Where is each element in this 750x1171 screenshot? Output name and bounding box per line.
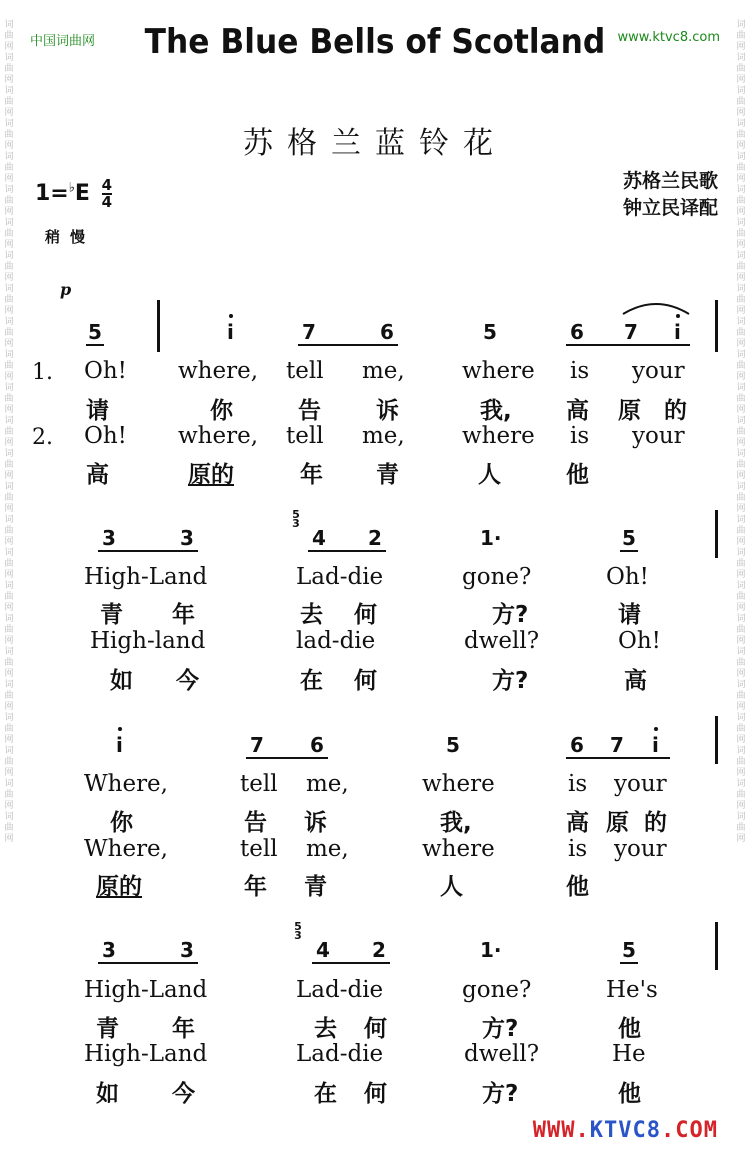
lyric-word: 年	[172, 602, 195, 628]
lyric-word: 请	[618, 602, 641, 628]
lyric-word: where	[422, 771, 495, 797]
site-url-link[interactable]: www.ktvc8.com	[617, 30, 720, 45]
note: 7	[610, 733, 624, 757]
note: 1·	[480, 938, 502, 962]
lyric-word: dwell?	[464, 1041, 540, 1067]
lyric-word: He's	[606, 977, 658, 1003]
lyric-word: 他	[618, 1016, 641, 1042]
lyric-word: dwell?	[464, 628, 540, 654]
lyric-word: 在	[300, 668, 323, 694]
lyric-word: 他	[566, 874, 589, 900]
lyric-word: 你	[110, 810, 133, 836]
note: 5	[483, 320, 497, 344]
lyric-word: 方?	[492, 668, 529, 694]
barline	[715, 716, 718, 764]
lyric-word: High-land	[90, 628, 206, 654]
lyric-word: 高	[566, 810, 589, 836]
note: 4	[316, 938, 330, 962]
lyric-word: Oh!	[84, 358, 127, 384]
watermark-part: KTVC8	[589, 1118, 662, 1143]
verse-number: 2.	[32, 425, 53, 450]
lyric-word: tell	[286, 423, 324, 449]
site-name-link[interactable]: 中国词曲网	[30, 34, 96, 49]
lyric-word: 诉	[304, 810, 327, 836]
song-title-chinese: 苏格兰蓝铃花	[243, 126, 507, 161]
grace-notes: 5 3	[292, 508, 300, 530]
lyric-word: 人	[478, 462, 501, 488]
lyric-word: your	[614, 836, 667, 862]
note: 5	[622, 938, 636, 962]
lyric-word: 今	[172, 1081, 195, 1107]
lyric-word: Where,	[84, 771, 168, 797]
lyric-word: 我,	[440, 810, 472, 836]
lyric-word: Lad-die	[296, 564, 384, 590]
lyric-word: 如	[96, 1081, 119, 1107]
lyric-word: 今	[176, 668, 199, 694]
lyric-word: 的	[664, 398, 687, 424]
note: 2	[372, 938, 386, 962]
lyric-word: Oh!	[606, 564, 649, 590]
high-dot	[118, 727, 122, 731]
underline	[246, 757, 328, 759]
time-top: 4	[101, 176, 113, 194]
underline	[98, 550, 198, 552]
key-note: E	[74, 181, 90, 206]
lyric-word: 在	[314, 1081, 337, 1107]
time-signature	[102, 178, 112, 210]
lyric-word: 何	[364, 1016, 387, 1042]
lyric-word: 年	[172, 1016, 195, 1042]
lyric-word: 年	[244, 874, 267, 900]
note: 6	[380, 320, 394, 344]
lyric-word: 何	[364, 1081, 387, 1107]
lyric-word: tell	[240, 771, 278, 797]
side-watermark-right: 词曲网词曲网词曲网词曲网词曲网词曲网词曲网词曲网词曲网词曲网词曲网词曲网词曲网词曲网词曲网词曲网词曲网词曲网词曲网词曲网词曲网词曲网词曲网词曲网词曲网	[736, 20, 746, 844]
underline	[566, 344, 690, 346]
lyric-word: tell	[286, 358, 324, 384]
note: i	[227, 320, 234, 344]
lyric-word: gone?	[462, 977, 532, 1003]
lyric-word: 告	[298, 398, 321, 424]
lyric-word: is	[570, 423, 590, 449]
lyric-word: 原	[606, 810, 629, 836]
underline	[298, 344, 398, 346]
lyric-word: 何	[354, 668, 377, 694]
lyric-word: High-Land	[84, 564, 208, 590]
note: 6	[310, 733, 324, 757]
note: 7	[302, 320, 316, 344]
origin-credit: 苏格兰民歌	[622, 170, 718, 192]
lyric-word: 诉	[376, 398, 399, 424]
barline	[157, 300, 160, 352]
grace-notes: 5 3	[294, 920, 302, 942]
note: 7	[250, 733, 264, 757]
lyric-word: 青	[96, 1016, 119, 1042]
note: 3	[180, 526, 194, 550]
lyric-word: Oh!	[618, 628, 661, 654]
lyric-word: 他	[566, 462, 589, 488]
underline	[566, 757, 670, 759]
barline	[715, 922, 718, 970]
underline	[308, 550, 386, 552]
flat-sign: ♭	[68, 180, 75, 196]
note: 3	[102, 526, 116, 550]
lyric-word: High-Land	[84, 977, 208, 1003]
lyric-word: 的	[644, 810, 667, 836]
underline	[98, 962, 198, 964]
high-dot	[229, 314, 233, 318]
lyric-word: lad-die	[296, 628, 376, 654]
note: i	[674, 320, 681, 344]
lyric-word: where	[462, 358, 535, 384]
lyric-word: where,	[178, 358, 259, 384]
note: 2	[368, 526, 382, 550]
lyric-word: High-Land	[84, 1041, 208, 1067]
note: 3	[180, 938, 194, 962]
tempo-marking: 稍慢	[45, 228, 96, 246]
note: 4	[312, 526, 326, 550]
watermark-part: WWW.	[532, 1118, 590, 1143]
underline	[86, 344, 104, 346]
lyric-word: Oh!	[84, 423, 127, 449]
lyric-word: 原的	[96, 874, 142, 900]
side-watermark-left: 词曲网词曲网词曲网词曲网词曲网词曲网词曲网词曲网词曲网词曲网词曲网词曲网词曲网词曲网词曲网词曲网词曲网词曲网词曲网词曲网词曲网词曲网词曲网词曲网词曲网	[4, 20, 14, 844]
lyric-word: me,	[306, 771, 349, 797]
time-bottom: 4	[101, 193, 113, 211]
lyric-word: me,	[306, 836, 349, 862]
lyric-word: 方?	[492, 602, 529, 628]
lyric-word: me,	[362, 423, 405, 449]
lyric-word: Lad-die	[296, 1041, 384, 1067]
note: 5	[622, 526, 636, 550]
note: 1·	[480, 526, 502, 550]
lyric-word: 去	[300, 602, 323, 628]
note: 7	[624, 320, 638, 344]
lyric-word: 青	[304, 874, 327, 900]
key-signature	[35, 178, 112, 210]
lyric-word: where,	[178, 423, 259, 449]
lyric-word: 请	[86, 398, 109, 424]
note: 3	[102, 938, 116, 962]
lyric-word: 高	[566, 398, 589, 424]
lyric-word: 高	[86, 462, 109, 488]
note: 5	[446, 733, 460, 757]
lyric-word: is	[570, 358, 590, 384]
high-dot	[654, 727, 658, 731]
barline	[715, 300, 718, 352]
lyric-word: He	[612, 1041, 646, 1067]
lyric-word: 他	[618, 1081, 641, 1107]
lyric-word: me,	[362, 358, 405, 384]
lyric-word: 青	[376, 462, 399, 488]
lyric-word: 你	[210, 398, 233, 424]
underline	[620, 962, 638, 964]
lyric-word: where	[422, 836, 495, 862]
site-watermark-logo	[533, 1118, 718, 1143]
lyric-word: 告	[244, 810, 267, 836]
lyric-word: your	[632, 358, 685, 384]
pickup-note: 5	[88, 320, 102, 344]
lyric-word: your	[632, 423, 685, 449]
lyric-word: 何	[354, 602, 377, 628]
lyric-word: your	[614, 771, 667, 797]
lyric-word: 高	[624, 668, 647, 694]
lyric-word: 年	[300, 462, 323, 488]
lyric-word: is	[568, 771, 588, 797]
lyric-word: is	[568, 836, 588, 862]
lyric-word: gone?	[462, 564, 532, 590]
lyric-word: 如	[110, 668, 133, 694]
underline	[620, 550, 638, 552]
lyric-word: Lad-die	[296, 977, 384, 1003]
verse-number: 1.	[32, 360, 53, 385]
song-title-english: The Blue Bells of Scotland	[144, 22, 606, 62]
lyric-word: 方?	[482, 1016, 519, 1042]
note: i	[116, 733, 123, 757]
lyric-word: 青	[100, 602, 123, 628]
barline	[715, 510, 718, 558]
lyric-word: where	[462, 423, 535, 449]
watermark-part: .COM	[661, 1118, 718, 1143]
note: 6	[570, 733, 584, 757]
dynamic-marking: p	[60, 280, 72, 299]
lyric-word: 方?	[482, 1081, 519, 1107]
lyric-word: 人	[440, 874, 463, 900]
note: i	[652, 733, 659, 757]
lyric-word: Where,	[84, 836, 168, 862]
underline	[312, 962, 390, 964]
lyric-word: 原	[618, 398, 641, 424]
lyric-word: 我,	[480, 398, 512, 424]
lyric-word: tell	[240, 836, 278, 862]
note: 6	[570, 320, 584, 344]
lyric-word: 原的	[188, 462, 234, 488]
translator-credit: 钟立民译配	[622, 197, 718, 219]
lyric-word: 去	[314, 1016, 337, 1042]
key-prefix: 1=	[35, 181, 69, 206]
slur-icon	[620, 298, 692, 316]
